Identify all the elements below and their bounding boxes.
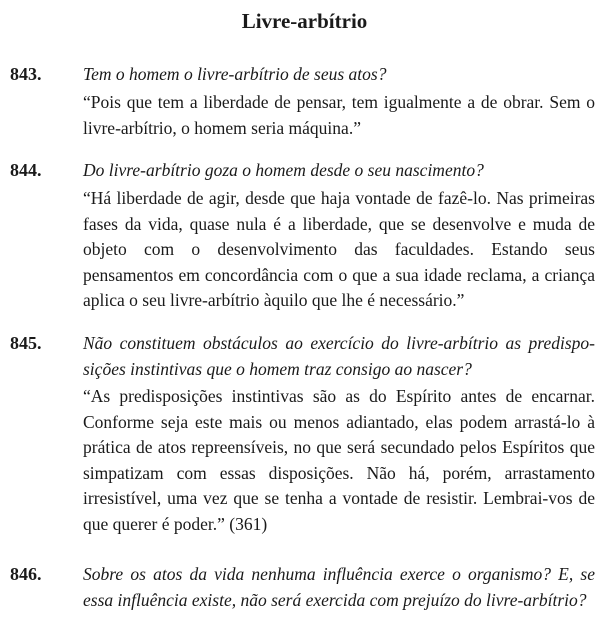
entry-number: 845. xyxy=(10,333,42,353)
entry-question: Tem o homem o livre-arbítrio de seus atos? xyxy=(83,64,387,84)
entry-number: 844. xyxy=(10,160,42,180)
entry-answer: “Pois que tem a liberdade de pensar, tem igualmente a de obrar. Sem o livre-arbítrio, o homem seria máquina.” xyxy=(83,92,595,138)
entry-answer: “As predisposições instintivas são as do Espírito antes de encarnar. Conforme seja este mais ou menos adiantado, elas podem arrastá-lo à prática de atos repreensíveis, no que será secundado pelos Espíritos que simpatizam com essas disposições. Não há, porém, arrastamento irresistível, uma vez que se tenha a vontade de resistir. Lembrai-vos de que querer é poder.” (361) xyxy=(83,386,595,534)
entry-question: Sobre os atos da vida nenhuma influência exerce o organismo? E, se essa influência existe, não será exercida com prejuízo do livre-arbítrio? xyxy=(83,564,595,610)
entry-number: 846. xyxy=(10,564,42,584)
entry-answer: “Há liberdade de agir, desde que haja vontade de fazê-lo. Nas primeiras fases da vida, quase nula é a liberdade, que se desenvolve e muda de objeto com o desenvolvimento das faculdades. Estando seus pensamentos em concordância com o que a sua idade reclama, a criança aplica o seu livre-arbítrio àquilo que lhe é necessário.” xyxy=(83,188,595,310)
page-title: Livre-arbítrio xyxy=(241,9,368,33)
entry-question: Não constituem obstáculos ao exercício do livre-arbítrio as predisposições instintivas que o homem traz consigo ao nascer? xyxy=(83,333,595,379)
entry-question: Do livre-arbítrio goza o homem desde o seu nascimento? xyxy=(83,160,484,180)
entry-number: 843. xyxy=(10,64,42,84)
